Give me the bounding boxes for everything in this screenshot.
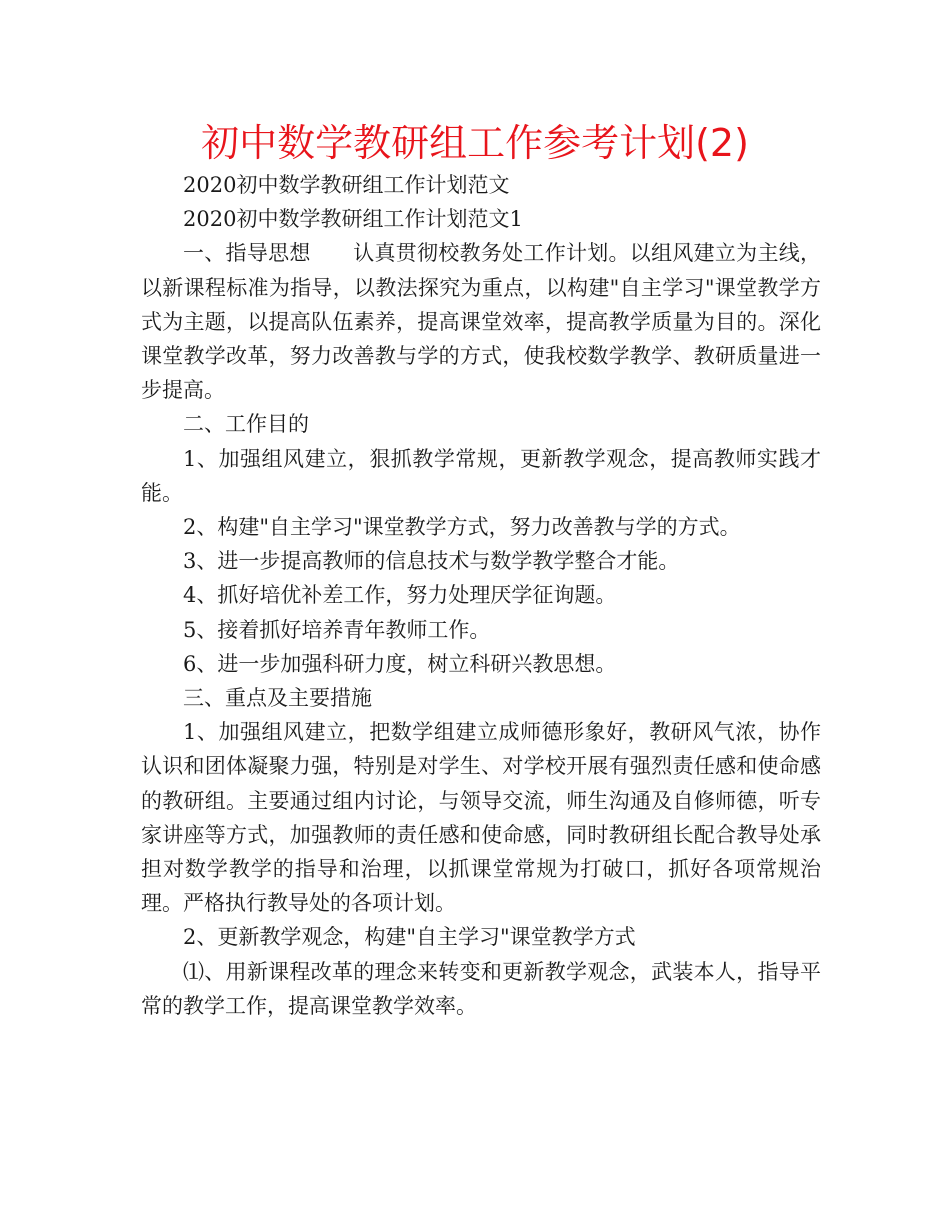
- paragraph-guiding-thought: 一、指导思想 认真贯彻校教务处工作计划。以组风建立为主线，以新课程标准为指导，以教法探究为重点，以构建"自主学习"课堂教学方式为主题，以提高队伍素养，提高课堂效率，提高教学质量为目的。深化课堂教学改革，努力改善教与学的方式，使我校数学教学、教研质量进一步提高。: [141, 241, 821, 403]
- paragraph-measure-1: 1、加强组风建立，把数学组建立成师德形象好，教研风气浓，协作认识和团体凝聚力强，特别是对学生、对学校开展有强烈责任感和使命感的教研组。主要通过组内讨论，与领导交流，师生沟通及自修师德，听专家讲座等方式，加强教师的责任感和使命感，同时教研组长配合教导处承担对数学教学的指导和治理，以抓课堂常规为打破口，抓好各项常规治理。严格执行教导处的各项计划。: [141, 720, 821, 916]
- paragraph-goal-4: 4、抓好培优补差工作，努力处理厌学征询题。: [183, 583, 617, 608]
- document-body: [141, 168, 821, 1023]
- paragraph-goal-6: 6、进一步加强科研力度，树立科研兴教思想。: [183, 651, 617, 676]
- paragraph-measure-2-1: ⑴、用新课程改革的理念来转变和更新教学观念，武装本人，指导平常的教学工作，提高课堂教学效率。: [141, 959, 821, 1018]
- paragraph-goal-5: 5、接着抓好培养青年教师工作。: [183, 617, 491, 642]
- document-title: 初中数学教研组工作参考计划(2): [201, 121, 749, 165]
- paragraph-goal-1: 1、加强组风建立，狠抓教学常规，更新教学观念，提高教师实践才能。: [141, 446, 821, 505]
- paragraph-section-goals: 二、工作目的: [183, 412, 309, 437]
- paragraph-heading-fanwen: 2020初中数学教研组工作计划范文: [183, 173, 510, 197]
- paragraph-goal-2: 2、构建"自主学习"课堂教学方式，努力改善教与学的方式。: [183, 515, 741, 540]
- paragraph-measure-2: 2、更新教学观念，构建"自主学习"课堂教学方式: [183, 925, 636, 950]
- paragraph-heading-fanwen-1: 2020初中数学教研组工作计划范文1: [183, 207, 523, 232]
- paragraph-section-measures: 三、重点及主要措施: [183, 686, 372, 711]
- paragraph-goal-3: 3、进一步提高教师的信息技术与数学教学整合才能。: [183, 549, 680, 574]
